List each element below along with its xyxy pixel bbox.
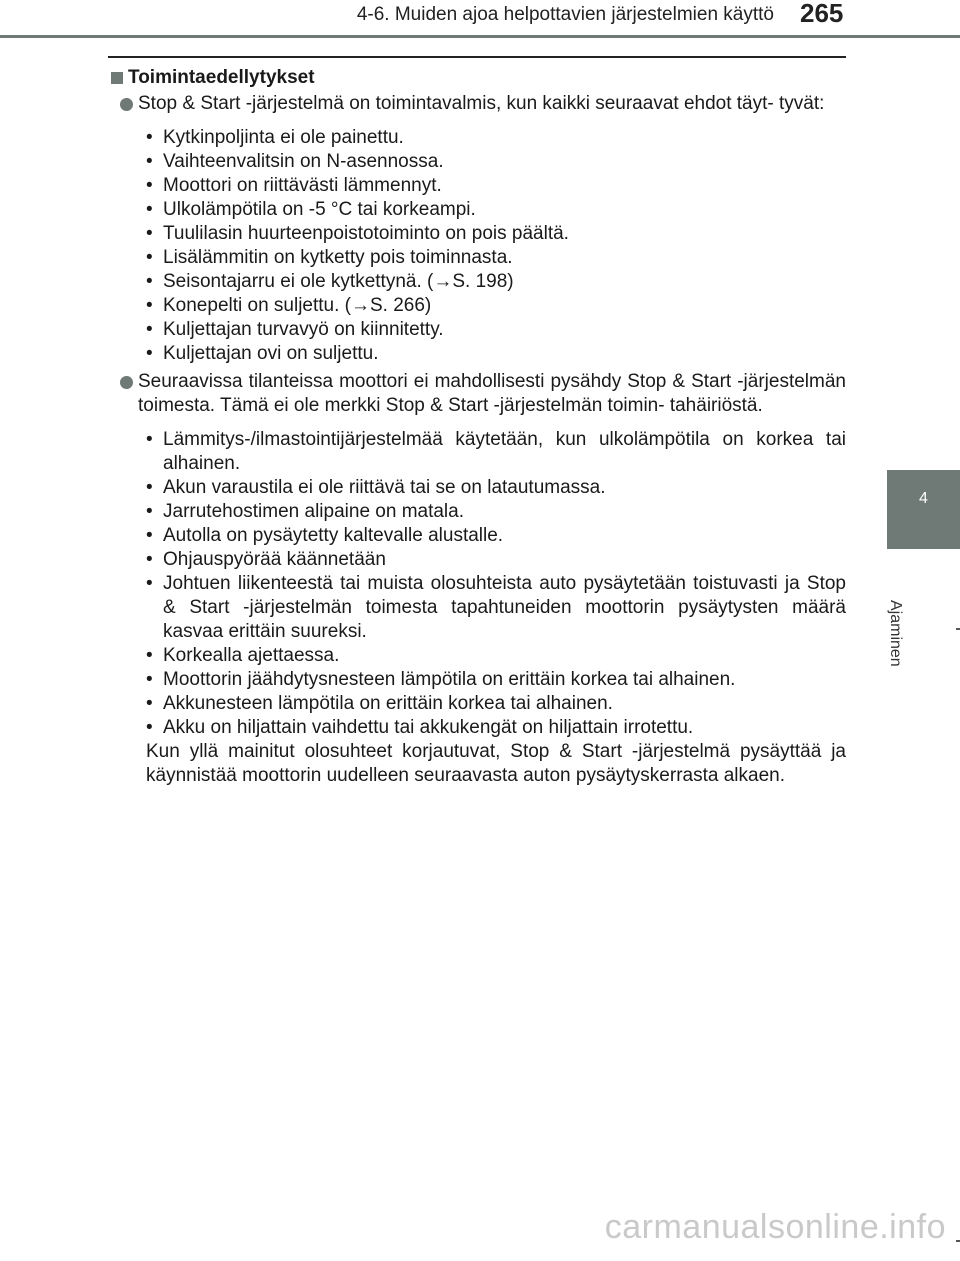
list-item: • Korkealla ajettaessa. (146, 644, 846, 668)
chapter-label: Ajaminen (887, 600, 904, 667)
list-item: • Ulkolämpötila on -5 °C tai korkeampi. (146, 198, 846, 222)
content-top-divider (108, 56, 846, 58)
exception-block (108, 370, 846, 418)
list-item: • Moottorin jäähdytysnesteen lämpötila on erittäin korkea tai alhainen. (146, 668, 846, 692)
exception-intro: Seuraavissa tilanteissa moottori ei mahdollisesti pysähdy Stop & Start -järjestelmän toimesta. Tämä ei ole merkki Stop & Start -järjestelmän toimin- tahäiriöstä. (138, 371, 846, 416)
list-item: • Kuljettajan turvavyö on kiinnitetty. (146, 318, 846, 342)
list-item: • Johtuen liikenteestä tai muista olosuhteista auto pysäytetään toistuvasti ja Stop & Start -järjestelmän toimesta tapahtuneiden moottorin pysäytysten määrä kasvaa erittäin suureksi. (146, 572, 846, 644)
section-heading-text: Toimintaedellytykset (128, 67, 315, 88)
closing-note: Kun yllä mainitut olosuhteet korjautuvat, Stop & Start -järjestelmä pysäyttää ja käynnistää moottorin uudelleen seuraavasta auton pysäytyskerrasta alkaen. (146, 741, 846, 786)
list-item: • Lämmitys-/ilmastointijärjestelmää käytetään, kun ulkolämpötila on korkea tai alhainen. (146, 428, 846, 476)
list-item: • Autolla on pysäytetty kaltevalle alustalle. (146, 524, 846, 548)
list-item: • Lisälämmitin on kytketty pois toiminnasta. (146, 246, 846, 270)
section-heading (108, 66, 846, 90)
list-item: • Jarrutehostimen alipaine on matala. (146, 500, 846, 524)
list-item: • Seisontajarru ei ole kytkettynä. (→S. 198) (146, 270, 846, 294)
condition-block (108, 92, 846, 116)
exception-list (108, 428, 846, 740)
margin-mark (956, 1240, 960, 1242)
square-bullet-icon (111, 72, 123, 84)
page-number: 265 (800, 0, 844, 28)
page-content (108, 66, 846, 788)
condition-intro: Stop & Start -järjestelmä on toimintavalmis, kun kaikki seuraavat ehdot täyt- tyvät: (138, 93, 825, 114)
list-item: • Kytkinpoljinta ei ole painettu. (146, 126, 846, 150)
list-item: • Konepelti on suljettu. (→S. 266) (146, 294, 846, 318)
list-item: • Akun varaustila ei ole riittävä tai se on latautumassa. (146, 476, 846, 500)
header-title: 4-6. Muiden ajoa helpottavien järjestelmien käyttö (356, 4, 774, 25)
circle-bullet-icon (120, 376, 133, 389)
list-item: • Vaihteenvalitsin on N-asennossa. (146, 150, 846, 174)
condition-list (108, 126, 846, 366)
list-item: • Moottori on riittävästi lämmennyt. (146, 174, 846, 198)
watermark: carmanualsonline.info (604, 1208, 946, 1246)
chapter-number: 4 (919, 490, 928, 507)
list-item: • Ohjauspyörää käännetään (146, 548, 846, 572)
circle-bullet-icon (120, 98, 133, 111)
list-item: • Akkunesteen lämpötila on erittäin korkea tai alhainen. (146, 692, 846, 716)
margin-mark (956, 628, 960, 630)
list-item: • Kuljettajan ovi on suljettu. (146, 342, 846, 366)
header-divider (0, 35, 960, 38)
list-item: • Tuulilasin huurteenpoistotoiminto on pois päältä. (146, 222, 846, 246)
list-item: • Akku on hiljattain vaihdettu tai akkukengät on hiljattain irrotettu. (146, 716, 846, 740)
chapter-tab (887, 470, 960, 549)
